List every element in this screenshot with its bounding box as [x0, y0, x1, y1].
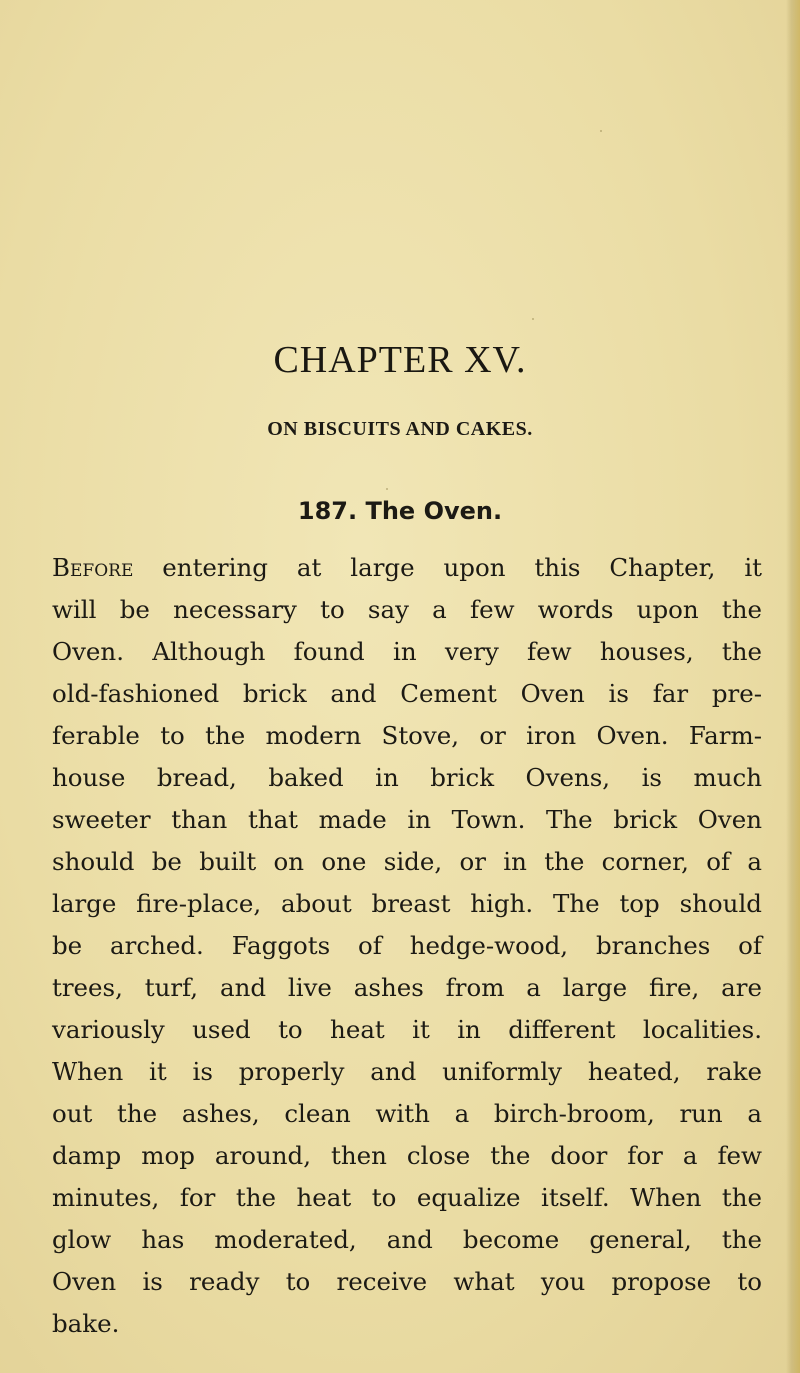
paragraph-line: Before entering at large upon this Chapter, it: [52, 553, 762, 582]
paragraph-line: trees, turf, and live ashes from a large fire, are: [52, 973, 762, 1002]
paragraph-line: glow has moderated, and become general, the: [52, 1225, 762, 1254]
paper-speck: [386, 488, 388, 490]
chapter-subtitle: ON BISCUITS AND CAKES.: [267, 418, 533, 440]
page-edge: [786, 0, 800, 1373]
paragraph-line: will be necessary to say a few words upon the: [52, 595, 762, 624]
paper-speck: [532, 318, 534, 320]
paragraph-line: Oven. Although found in very few houses, the: [52, 637, 762, 666]
paragraph-line: When it is properly and uniformly heated, rake: [52, 1057, 762, 1086]
paragraph-line: bake.: [52, 1309, 120, 1338]
chapter-title: CHAPTER XV.: [273, 339, 527, 381]
body-paragraph: [52, 547, 762, 1345]
paragraph-line: minutes, for the heat to equalize itself. When the: [52, 1183, 762, 1212]
paper-speck: [600, 130, 602, 132]
paragraph-line: sweeter than that made in Town. The brick Oven: [52, 805, 762, 834]
paragraph-line: ferable to the modern Stove, or iron Oven. Farm-: [52, 721, 762, 750]
paragraph-line: should be built on one side, or in the corner, of a: [52, 847, 762, 876]
paragraph-line: large fire-place, about breast high. The top should: [52, 889, 762, 918]
paragraph-line: variously used to heat it in different localities.: [52, 1015, 762, 1044]
paragraph-first-word: Before: [52, 553, 134, 582]
paragraph-line: be arched. Faggots of hedge-wood, branches of: [52, 931, 762, 960]
paragraph-line: Oven is ready to receive what you propose to: [52, 1267, 762, 1296]
paragraph-line: old-fashioned brick and Cement Oven is far pre-: [52, 679, 762, 708]
section-heading: 187. The Oven.: [297, 497, 503, 525]
paragraph-line: house bread, baked in brick Ovens, is much: [52, 763, 762, 792]
paragraph-line: out the ashes, clean with a birch-broom, run a: [52, 1099, 762, 1128]
paragraph-line: damp mop around, then close the door for a few: [52, 1141, 762, 1170]
